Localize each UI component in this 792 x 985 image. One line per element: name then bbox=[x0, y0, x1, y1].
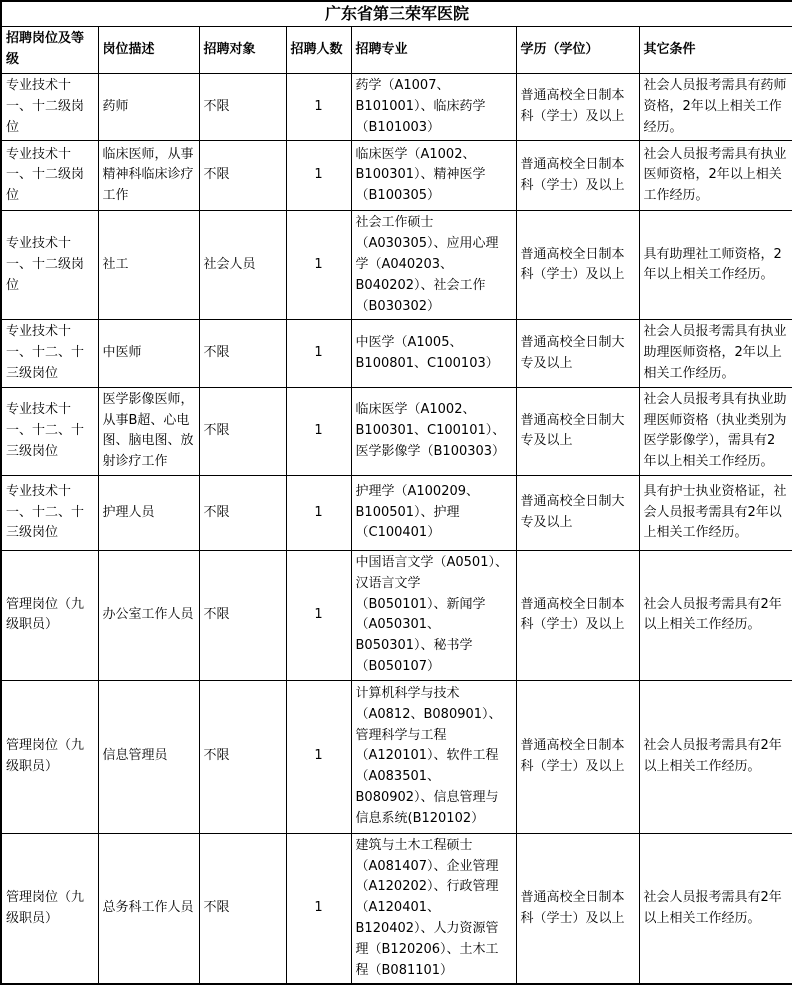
table-row bbox=[1, 387, 792, 475]
cell-position-level: 专业技术十一、十二级岗位 bbox=[1, 73, 98, 140]
cell-position-level: 专业技术十一、十二、十三级岗位 bbox=[1, 475, 98, 550]
cell-position-level: 管理岗位（九级职员） bbox=[1, 550, 98, 680]
column-header-other: 其它条件 bbox=[639, 27, 792, 74]
cell-description: 信息管理员 bbox=[98, 680, 199, 833]
cell-education: 普通高校全日制大专及以上 bbox=[516, 387, 639, 475]
cell-major: 中国语言文学（A0501）、汉语言文学（B050101）、新闻学（A050301、B050301）、秘书学（B050107） bbox=[351, 550, 516, 680]
table-row bbox=[1, 211, 792, 320]
column-header-description: 岗位描述 bbox=[98, 27, 199, 74]
cell-count: 1 bbox=[286, 73, 351, 140]
cell-target: 不限 bbox=[199, 550, 286, 680]
cell-education: 普通高校全日制本科（学士）及以上 bbox=[516, 833, 639, 984]
cell-position-level: 专业技术十一、十二级岗位 bbox=[1, 211, 98, 320]
cell-count: 1 bbox=[286, 320, 351, 387]
cell-position-level: 管理岗位（九级职员） bbox=[1, 680, 98, 833]
cell-education: 普通高校全日制大专及以上 bbox=[516, 320, 639, 387]
cell-other: 社会人员报考需具有2年以上相关工作经历。 bbox=[639, 550, 792, 680]
cell-description: 临床医师，从事精神科临床诊疗工作 bbox=[98, 141, 199, 211]
page-title: 广东省第三荣军医院 bbox=[1, 1, 792, 27]
cell-education: 普通高校全日制大专及以上 bbox=[516, 475, 639, 550]
column-header-count: 招聘人数 bbox=[286, 27, 351, 74]
table-row bbox=[1, 141, 792, 211]
cell-description: 总务科工作人员 bbox=[98, 833, 199, 984]
cell-major: 临床医学（A1002、B100301）、精神医学（B100305） bbox=[351, 141, 516, 211]
cell-target: 不限 bbox=[199, 73, 286, 140]
cell-major: 计算机科学与技术（A0812、B080901）、管理科学与工程（A120101）、软件工程（A083501、B080902）、信息管理与信息系统(B120102） bbox=[351, 680, 516, 833]
cell-target: 不限 bbox=[199, 475, 286, 550]
cell-target: 社会人员 bbox=[199, 211, 286, 320]
cell-description: 社工 bbox=[98, 211, 199, 320]
cell-major: 护理学（A100209、B100501）、护理（C100401） bbox=[351, 475, 516, 550]
cell-education: 普通高校全日制本科（学士）及以上 bbox=[516, 550, 639, 680]
table-row bbox=[1, 680, 792, 833]
cell-description: 医学影像医师，从事B超、心电图、脑电图、放射诊疗工作 bbox=[98, 387, 199, 475]
cell-major: 临床医学（A1002、B100301、C100101）、医学影像学（B100303） bbox=[351, 387, 516, 475]
cell-count: 1 bbox=[286, 387, 351, 475]
cell-target: 不限 bbox=[199, 387, 286, 475]
cell-position-level: 管理岗位（九级职员） bbox=[1, 833, 98, 984]
cell-count: 1 bbox=[286, 211, 351, 320]
cell-count: 1 bbox=[286, 680, 351, 833]
table-row bbox=[1, 833, 792, 984]
cell-education: 普通高校全日制本科（学士）及以上 bbox=[516, 141, 639, 211]
column-header-position-level: 招聘岗位及等级 bbox=[1, 27, 98, 74]
cell-count: 1 bbox=[286, 833, 351, 984]
cell-description: 中医师 bbox=[98, 320, 199, 387]
cell-other: 社会人员报考需具有2年以上相关工作经历。 bbox=[639, 680, 792, 833]
cell-education: 普通高校全日制本科（学士）及以上 bbox=[516, 73, 639, 140]
column-header-target: 招聘对象 bbox=[199, 27, 286, 74]
cell-major: 建筑与土木工程硕士（A081407）、企业管理（A120202）、行政管理（A120401、B120402）、人力资源管理（B120206）、土木工程（B081101） bbox=[351, 833, 516, 984]
cell-other: 社会人员报考具有执业助理医师资格（执业类别为医学影像学），需具有2年以上相关工作经历。 bbox=[639, 387, 792, 475]
cell-other: 具有护士执业资格证，社会人员报考需具有2年以上相关工作经历。 bbox=[639, 475, 792, 550]
column-header-major: 招聘专业 bbox=[351, 27, 516, 74]
cell-other: 社会人员报考需具有执业助理医师资格，2年以上相关工作经历。 bbox=[639, 320, 792, 387]
cell-target: 不限 bbox=[199, 680, 286, 833]
table-row bbox=[1, 550, 792, 680]
cell-other: 社会人员报考需具有执业医师资格，2年以上相关工作经历。 bbox=[639, 141, 792, 211]
column-header-education: 学历（学位） bbox=[516, 27, 639, 74]
cell-position-level: 专业技术十一、十二、十三级岗位 bbox=[1, 387, 98, 475]
cell-description: 办公室工作人员 bbox=[98, 550, 199, 680]
table-row bbox=[1, 475, 792, 550]
table-title-row bbox=[1, 1, 792, 27]
cell-major: 药学（A1007、B101001）、临床药学（B101003） bbox=[351, 73, 516, 140]
cell-other: 具有助理社工师资格，2年以上相关工作经历。 bbox=[639, 211, 792, 320]
cell-description: 药师 bbox=[98, 73, 199, 140]
cell-target: 不限 bbox=[199, 833, 286, 984]
cell-target: 不限 bbox=[199, 320, 286, 387]
cell-count: 1 bbox=[286, 550, 351, 680]
cell-description: 护理人员 bbox=[98, 475, 199, 550]
cell-major: 中医学（A1005、B100801、C100103） bbox=[351, 320, 516, 387]
cell-other: 社会人员报考需具有2年以上相关工作经历。 bbox=[639, 833, 792, 984]
cell-education: 普通高校全日制本科（学士）及以上 bbox=[516, 680, 639, 833]
table-row bbox=[1, 320, 792, 387]
cell-position-level: 专业技术十一、十二、十三级岗位 bbox=[1, 320, 98, 387]
cell-count: 1 bbox=[286, 475, 351, 550]
cell-other: 社会人员报考需具有药师资格，2年以上相关工作经历。 bbox=[639, 73, 792, 140]
cell-position-level: 专业技术十一、十二级岗位 bbox=[1, 141, 98, 211]
cell-major: 社会工作硕士（A030305）、应用心理学（A040203、B040202）、社会工作（B030302） bbox=[351, 211, 516, 320]
cell-count: 1 bbox=[286, 141, 351, 211]
cell-target: 不限 bbox=[199, 141, 286, 211]
cell-education: 普通高校全日制本科（学士）及以上 bbox=[516, 211, 639, 320]
header-row bbox=[1, 27, 792, 74]
table-row bbox=[1, 73, 792, 140]
